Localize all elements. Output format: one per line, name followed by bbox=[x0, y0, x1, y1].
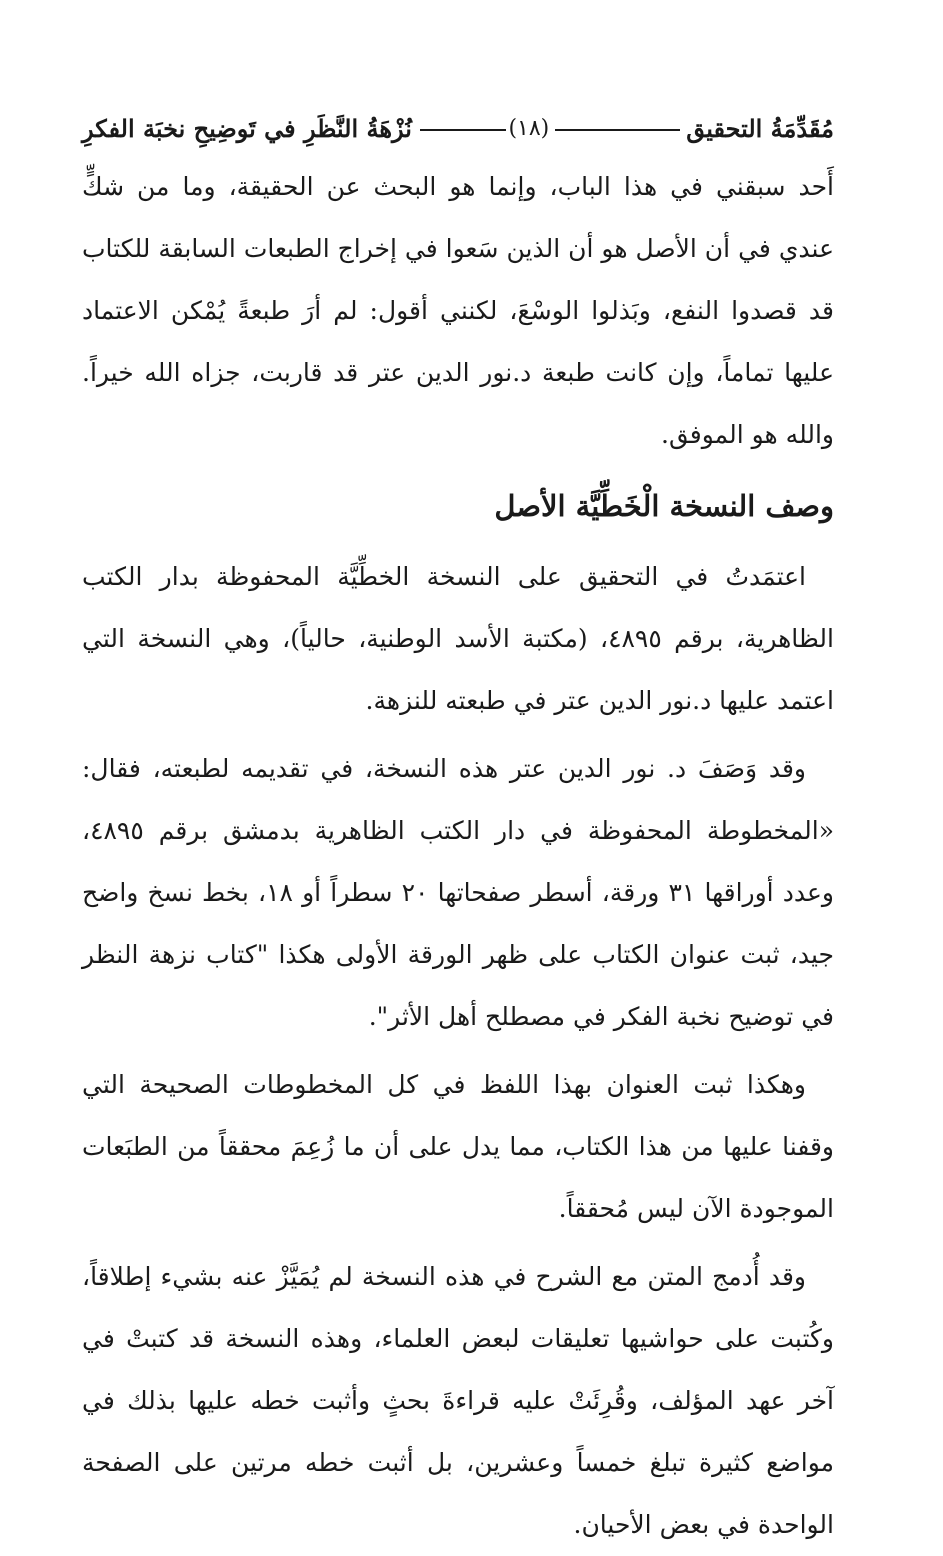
section-heading: وصف النسخة الْخَطِّيَّة الأصل bbox=[494, 489, 834, 523]
paragraph: وقد أُدمج المتن مع الشرح في هذه النسخة لم يُمَيَّزْ عنه بشيء إطلاقاً، وكُتبت على حواشيها تعليقات لبعض العلماء، وهذه النسخة قد كتبتْ في آخر عهد المؤلف، وقُرِئَتْ عليه قراءةَ بحثٍ وأثبت خطه عليها بذلك في مواضع كثيرة تبلغ خمساً وعشرين، بل أثبت خطه مرتين على الصفحة الواحدة في بعض الأحيان. bbox=[82, 1262, 834, 1539]
paragraph: وقد وَصَفَ د. نور الدين عتر هذه النسخة، في تقديمه لطبعته، فقال: «المخطوطة المحفوظة في دار الكتب الظاهرية بدمشق برقم ٤٨٩٥، وعدد أوراقها ٣١ ورقة، أسطر صفحاتها ٢٠ سطراً أو ١٨، بخط نسخ واضح جيد، ثبت عنوان الكتاب على ظهر الورقة الأولى هكذا "كتاب نزهة النظر في توضيح نخبة الفكر في مصطلح أهل الأثر". bbox=[82, 754, 834, 1031]
running-header bbox=[82, 108, 834, 148]
header-section-title: مُقَدِّمَةُ التحقيق bbox=[686, 113, 834, 143]
header-rule bbox=[420, 129, 506, 131]
header-book-title: نُزْهَةُ النَّظَرِ في تَوضِيحِ نخبَة الفكرِ bbox=[82, 113, 412, 143]
paragraph: اعتمَدتُ في التحقيق على النسخة الخطِّيَّة المحفوظة بدار الكتب الظاهرية، برقم ٤٨٩٥، (مكتبة الأسد الوطنية، حالياً)، وهي النسخة التي اعتمد عليها د.نور الدين عتر في طبعته للنزهة. bbox=[82, 562, 834, 715]
page-body bbox=[82, 156, 834, 1556]
page-number: (١٨) bbox=[508, 115, 550, 141]
paragraph: وهكذا ثبت العنوان بهذا اللفظ في كل المخطوطات الصحيحة التي وقفنا عليها من هذا الكتاب، مما يدل على أن ما زُعِمَ محققاً من الطبَعات الموجودة الآن ليس مُحققاً. bbox=[82, 1070, 834, 1223]
header-rule bbox=[555, 129, 680, 131]
paragraph-continuation: أَحد سبقني في هذا الباب، وإنما هو البحث عن الحقيقة، وما من شكٍّ عندي في أن الأصل هو أن الذين سَعوا في إخراج الطبعات السابقة للكتاب قد قصدوا النفع، وبَذلوا الوسْعَ، لكنني أقول: لم أرَ طبعةً يُمْكن الاعتماد عليها تماماً، وإن كانت طبعة د.نور الدين عتر قد قاربت، جزاه الله خيراً. والله هو الموفق. bbox=[82, 172, 834, 449]
